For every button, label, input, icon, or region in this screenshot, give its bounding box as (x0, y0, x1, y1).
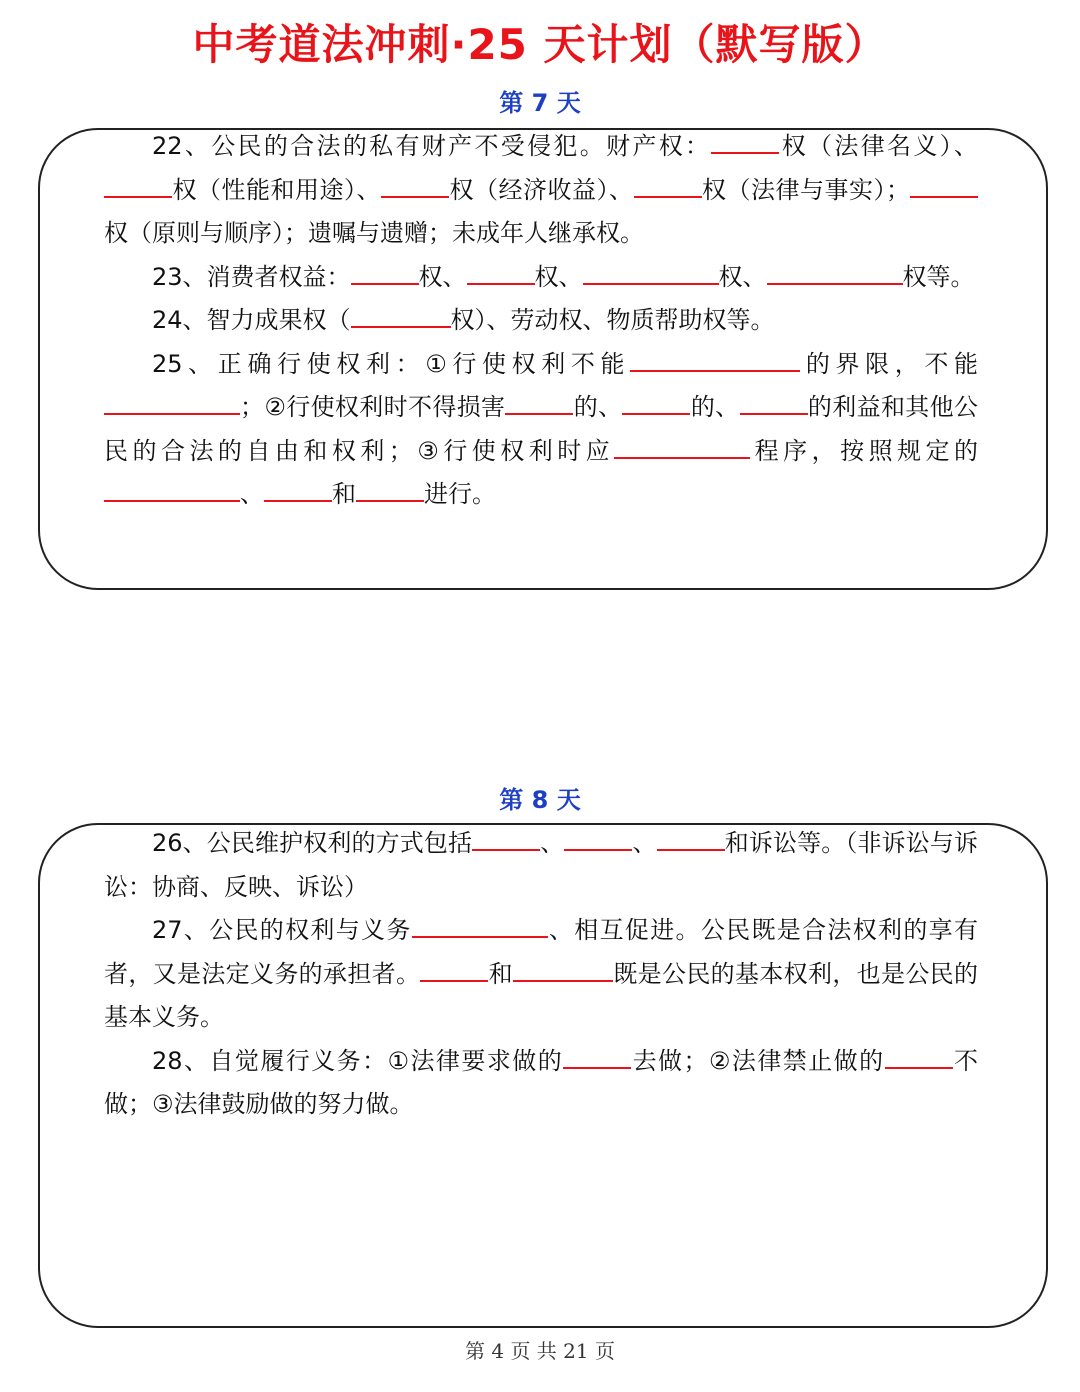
answer-blank[interactable] (104, 476, 240, 502)
answer-blank[interactable] (630, 345, 800, 371)
question-23: 23、消费者权益： 权、 权、 权、 权等。 (104, 256, 978, 300)
answer-blank[interactable] (614, 432, 750, 458)
question-26: 26、公民维护权利的方式包括 、 、 和诉讼等。（非诉讼与诉讼：协商、反映、诉讼） (104, 822, 978, 909)
day-8-content (104, 822, 978, 1127)
answer-blank[interactable] (351, 258, 419, 284)
question-27: 27、公民的权利与义务 、相互促进。公民既是合法权利的享有者，又是法定义务的承担者。 和 既是公民的基本权利，也是公民的基本义务。 (104, 909, 978, 1040)
answer-blank[interactable] (657, 825, 725, 851)
answer-blank[interactable] (351, 302, 451, 328)
answer-blank[interactable] (104, 171, 172, 197)
answer-blank[interactable] (564, 825, 632, 851)
answer-blank[interactable] (767, 258, 903, 284)
answer-blank[interactable] (104, 389, 240, 415)
answer-blank[interactable] (622, 389, 690, 415)
day-7-content (104, 125, 978, 517)
answer-blank[interactable] (885, 1042, 953, 1068)
answer-blank[interactable] (412, 912, 548, 938)
question-22: 22、公民的合法的私有财产不受侵犯。财产权： 权（法律名义）、权（性能和用途）、 权（经济收益）、 权（法律与事实）；权（原则与顺序）；遗嘱与遗赠；未成年人继承权。 (104, 125, 978, 256)
answer-blank[interactable] (264, 476, 332, 502)
answer-blank[interactable] (472, 825, 540, 851)
answer-blank[interactable] (381, 171, 449, 197)
page-number: 第 4 页 共 21 页 (465, 1339, 615, 1363)
answer-blank[interactable] (634, 171, 702, 197)
answer-blank[interactable] (467, 258, 535, 284)
question-28: 28、自觉履行义务：①法律要求做的 去做；②法律禁止做的 不做；③法律鼓励做的努力做。 (104, 1040, 978, 1127)
answer-blank[interactable] (910, 171, 978, 197)
day-8-label: 第 8 天 (499, 786, 581, 814)
answer-blank[interactable] (356, 476, 424, 502)
answer-blank[interactable] (711, 128, 779, 154)
answer-blank[interactable] (583, 258, 719, 284)
day-7-label: 第 7 天 (499, 89, 581, 117)
answer-blank[interactable] (420, 955, 488, 981)
answer-blank[interactable] (740, 389, 808, 415)
answer-blank[interactable] (563, 1042, 631, 1068)
question-25: 25、正确行使权利：①行使权利不能 的界限，不能；②行使权利时不得损害 的、 的、 的利益和其他公民的合法的自由和权利；③行使权利时应 程序，按照规定的、 和 进行。 (104, 343, 978, 517)
answer-blank[interactable] (505, 389, 573, 415)
answer-blank[interactable] (513, 955, 613, 981)
question-24: 24、智力成果权（ 权）、劳动权、物质帮助权等。 (104, 299, 978, 343)
page-title: 中考道法冲刺·25 天计划（默写版） (192, 20, 888, 69)
